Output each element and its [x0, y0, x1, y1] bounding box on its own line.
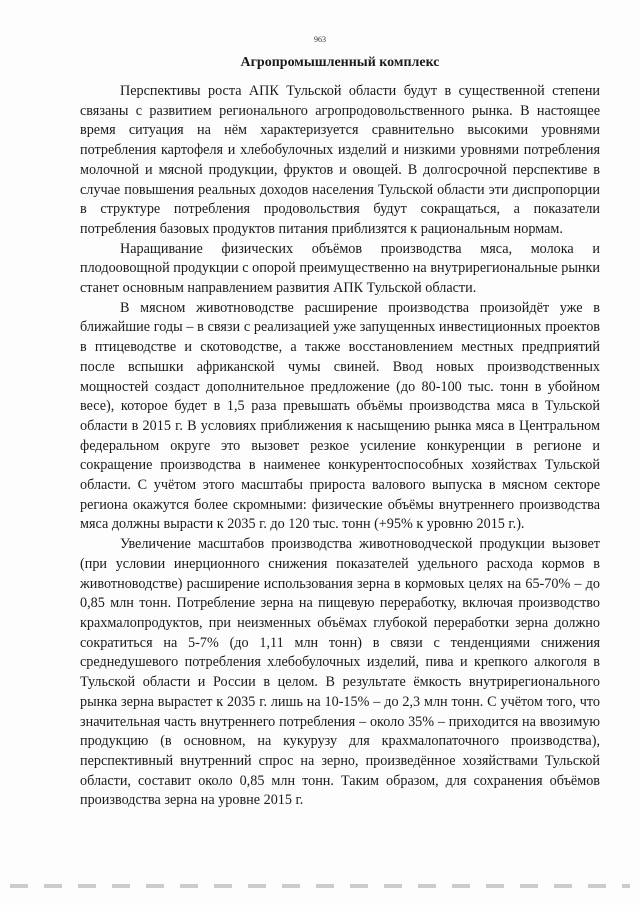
paragraph-2: Наращивание физических объёмов производства мяса, молока и плодоовощной продукции с опорой преимущественно на внутрирегиональные рынки станет основным направлением развития АПК Тульской области.: [80, 240, 600, 297]
page-number: 963: [314, 35, 326, 44]
paragraph-4: Увеличение масштабов производства животноводческой продукции вызовет (при условии инерционного снижения показателей удельного расхода кормов в животноводстве) расширение использования зерна в кормовых целях на 65-70% – до 0,85 млн тонн. Потребление зерна на пищевую переработку, включая производство крахмалопродуктов, при неизменных объёмах глубокой переработки зерна должно сократиться на 5-7% (до 1,11 млн тонн) в связи с тенденциями снижения среднедушевого потребления хлебобулочных изделий, пива и крепкого алкоголя в Тульской области и России в целом. В результате ёмкость внутрирегионального рынка зерна вырастет к 2035 г. лишь на 10-15% – до 2,3 млн тонн. С учётом того, что значительная часть внутреннего потребления – около 35% – приходится на ввозимую продукцию (в основном, на кукурузу для крахмалопаточного производства), перспективный внутренний спрос на зерно, произведённое хозяйствами Тульской области, составит около 0,85 млн тонн. Таким образом, для сохранения объёмов производства зерна на уровне 2015 г.: [80, 536, 600, 809]
paragraph-3: В мясном животноводстве расширение производства произойдёт уже в ближайшие годы – в связи с реализацией уже запущенных инвестиционных проектов в птицеводстве и скотоводстве, а также восстановлением местных предприятий после вспышки африканской чумы свиней. Ввод новых производственных мощностей создаст дополнительное предложение (до 80-100 тыс. тонн в убойном весе), которое будет в 1,5 раза превышать объёмы производства мяса в Тульской области в 2015 г. В условиях приближения к насыщению рынка мяса в Центральном федеральном округе это вызовет резкое усиление конкуренции в регионе и сокращение производства в наименее конкурентоспособных хозяйствах Тульской области. С учётом этого масштабы прироста валового выпуска в мясном секторе региона окажутся более скромными: физические объёмы внутреннего производства мяса должны вырасти к 2035 г. до 120 тыс. тонн (+95% к уровню 2015 г.).: [80, 299, 600, 533]
section-title: Агропромышленный комплекс: [240, 55, 440, 70]
scan-edge-artifact: [10, 884, 630, 888]
document-body: [80, 82, 600, 811]
paragraph-1: Перспективы роста АПК Тульской области будут в существенной степени связаны с развитием регионального агропродовольственного рынка. В настоящее время ситуация на нём характеризуется сравнительно высокими уровнями потребления картофеля и хлебобулочных изделий и низкими уровнями потребления молочной и мясной продукции, фруктов и овощей. В долгосрочной перспективе в случае повышения реальных доходов населения Тульской области эти диспропорции в структуре потребления продовольствия будут сокращаться, а показатели потребления базовых продуктов питания приблизятся к рациональным нормам.: [80, 83, 600, 237]
